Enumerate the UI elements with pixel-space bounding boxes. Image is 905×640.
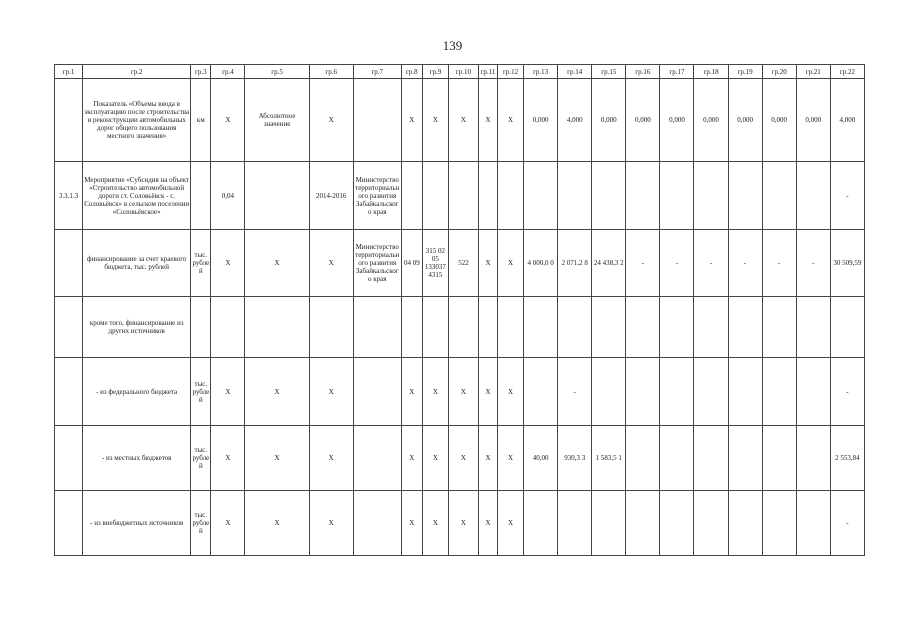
table-cell: 315 02 05 133037 4315 (422, 230, 448, 297)
table-cell: Министерство территориального развития Забайкальского края (353, 162, 401, 230)
table-cell: тыс. рублей (191, 426, 211, 491)
table-cell: - (660, 230, 694, 297)
table-cell: 0,000 (728, 79, 762, 162)
table-cell: Абсолютное значение (245, 79, 309, 162)
table-cell: - (830, 491, 864, 556)
column-header: гр.15 (592, 65, 626, 79)
column-header: гр.10 (448, 65, 478, 79)
table-cell: 522 (448, 230, 478, 297)
column-header: гр.18 (694, 65, 728, 79)
table-cell (796, 162, 830, 230)
column-header: гр.17 (660, 65, 694, 79)
table-cell: - из местных бюджетов (83, 426, 191, 491)
table-cell (592, 491, 626, 556)
table-row (55, 162, 865, 230)
table-cell (55, 230, 83, 297)
table-cell (660, 162, 694, 230)
table-cell (694, 297, 728, 358)
table-cell (558, 162, 592, 230)
table-cell (626, 426, 660, 491)
table-cell: Х (478, 491, 497, 556)
table-cell (558, 297, 592, 358)
table-cell: 0,000 (626, 79, 660, 162)
table-cell: 0,000 (660, 79, 694, 162)
table-cell: - (694, 230, 728, 297)
table-cell: тыс. рублей (191, 491, 211, 556)
column-header: гр.22 (830, 65, 864, 79)
table-cell (309, 297, 353, 358)
table-cell (353, 79, 401, 162)
table-cell: - (796, 230, 830, 297)
table-cell: 2 071,2 8 (558, 230, 592, 297)
table-cell: Х (309, 491, 353, 556)
table-cell (55, 491, 83, 556)
table-cell (762, 162, 796, 230)
table-cell (478, 297, 497, 358)
table-cell: Х (245, 491, 309, 556)
table-cell (660, 297, 694, 358)
table-cell: - (830, 162, 864, 230)
table-cell (830, 297, 864, 358)
table-cell: 4 000,0 0 (524, 230, 558, 297)
table-cell: 0,000 (524, 79, 558, 162)
table-cell: Х (498, 426, 524, 491)
table-cell (353, 491, 401, 556)
column-header: гр.8 (401, 65, 422, 79)
table-cell: Х (309, 358, 353, 426)
column-header: гр.2 (83, 65, 191, 79)
table-cell (626, 162, 660, 230)
table-cell: кроме того, финансирование из других источников (83, 297, 191, 358)
table-cell (422, 162, 448, 230)
table-cell (498, 162, 524, 230)
table-cell: Х (448, 491, 478, 556)
table-cell (728, 297, 762, 358)
table-cell: - (830, 358, 864, 426)
table-cell: Х (245, 230, 309, 297)
table-cell: 1 583,5 1 (592, 426, 626, 491)
table-cell (626, 297, 660, 358)
table-cell (448, 162, 478, 230)
table-cell (796, 358, 830, 426)
table-cell: Х (211, 79, 245, 162)
table-cell (448, 297, 478, 358)
table-cell: Х (309, 426, 353, 491)
table-cell: 0,000 (762, 79, 796, 162)
table-cell: Х (422, 491, 448, 556)
table-cell (660, 491, 694, 556)
table-cell (191, 162, 211, 230)
table-cell: 2 553,84 (830, 426, 864, 491)
table-cell: Х (309, 79, 353, 162)
table-cell: км (191, 79, 211, 162)
table-cell: 4,000 (558, 79, 592, 162)
table-cell: Х (422, 79, 448, 162)
column-header: гр.5 (245, 65, 309, 79)
table-cell: Х (478, 230, 497, 297)
table-row (55, 426, 865, 491)
table-cell: Х (401, 426, 422, 491)
table-cell (626, 358, 660, 426)
table-row (55, 79, 865, 162)
table-cell: тыс. рублей (191, 358, 211, 426)
table-cell (796, 426, 830, 491)
column-header: гр.3 (191, 65, 211, 79)
table-cell: 30 509,59 (830, 230, 864, 297)
table-cell (422, 297, 448, 358)
column-header: гр.9 (422, 65, 448, 79)
table-cell: Х (498, 79, 524, 162)
table-cell: 04 09 (401, 230, 422, 297)
table-cell (55, 426, 83, 491)
table-cell: - из внебюджетных источников (83, 491, 191, 556)
table-cell (524, 491, 558, 556)
table-cell (796, 297, 830, 358)
column-header: гр.21 (796, 65, 830, 79)
table-cell (728, 162, 762, 230)
table-cell: 24 438,3 2 (592, 230, 626, 297)
table-cell: 0,000 (796, 79, 830, 162)
column-header: гр.6 (309, 65, 353, 79)
table-cell: Х (401, 491, 422, 556)
table-cell (796, 491, 830, 556)
table-cell: 2014-2016 (309, 162, 353, 230)
table-cell: Х (309, 230, 353, 297)
table-row (55, 230, 865, 297)
table-cell (626, 491, 660, 556)
table-row (55, 297, 865, 358)
column-header: гр.11 (478, 65, 497, 79)
table-cell (401, 162, 422, 230)
table-cell (353, 297, 401, 358)
table-cell (660, 358, 694, 426)
table-cell: Х (448, 79, 478, 162)
table-cell: - (762, 230, 796, 297)
table-cell: Х (401, 79, 422, 162)
table-cell: Х (245, 426, 309, 491)
table-cell: 0,000 (592, 79, 626, 162)
table-cell (211, 297, 245, 358)
table-cell: Х (498, 358, 524, 426)
column-header: гр.13 (524, 65, 558, 79)
table-cell (728, 491, 762, 556)
table-cell: Х (422, 358, 448, 426)
table-cell: Х (211, 230, 245, 297)
table-cell: Х (478, 358, 497, 426)
table-cell: Мероприятие «Субсидия на объект «Строительство автомобильной дороги ст. Соловьёвск - с. Соловьёвск» в сельском поселении «Соловьёвское» (83, 162, 191, 230)
column-header: гр.16 (626, 65, 660, 79)
table-cell: Х (448, 426, 478, 491)
table-cell: 0,04 (211, 162, 245, 230)
table-cell: Х (245, 358, 309, 426)
table-cell (762, 297, 796, 358)
header-row (55, 65, 865, 79)
table-cell (592, 358, 626, 426)
table-cell (660, 426, 694, 491)
table-cell: тыс. рублей (191, 230, 211, 297)
table-cell (728, 358, 762, 426)
table-cell: - (558, 358, 592, 426)
table-cell (55, 358, 83, 426)
table-cell: Х (422, 426, 448, 491)
table-cell (55, 79, 83, 162)
table-row (55, 491, 865, 556)
table-cell: 4,000 (830, 79, 864, 162)
table-cell: - (728, 230, 762, 297)
table-cell: Х (211, 358, 245, 426)
table-cell (558, 491, 592, 556)
table-cell: 3.3.1.3 (55, 162, 83, 230)
table-cell (694, 358, 728, 426)
table-cell: Х (211, 426, 245, 491)
table-cell (245, 297, 309, 358)
table-cell: Х (211, 491, 245, 556)
column-header: гр.4 (211, 65, 245, 79)
table-cell: Показатель «Объемы ввода в эксплуатацию после строительства и реконструкции автомобильных дорог общего пользования местного значения» (83, 79, 191, 162)
table-cell (524, 162, 558, 230)
table-cell (762, 491, 796, 556)
table-cell: Х (448, 358, 478, 426)
table-cell: 930,3 3 (558, 426, 592, 491)
column-header: гр.20 (762, 65, 796, 79)
table-cell: Х (478, 79, 497, 162)
page-number: 139 (442, 38, 463, 53)
table-cell (762, 426, 796, 491)
table-cell (498, 297, 524, 358)
table-cell: 0,000 (694, 79, 728, 162)
table-cell (401, 297, 422, 358)
table-cell: Х (498, 230, 524, 297)
table-cell (762, 358, 796, 426)
table-cell (694, 491, 728, 556)
table-cell: Министерство территориального развития Забайкальского края (353, 230, 401, 297)
table-cell (353, 358, 401, 426)
table-cell (353, 426, 401, 491)
table-cell (478, 162, 497, 230)
table-cell: Х (498, 491, 524, 556)
table-cell: финансирование за счет краевого бюджета, тыс. рублей (83, 230, 191, 297)
table-cell (245, 162, 309, 230)
table-cell (728, 426, 762, 491)
table-cell (191, 297, 211, 358)
table-cell (694, 426, 728, 491)
column-header: гр.7 (353, 65, 401, 79)
table-cell (524, 358, 558, 426)
table-cell (592, 297, 626, 358)
budget-table (54, 64, 865, 556)
table-cell (694, 162, 728, 230)
table-cell (55, 297, 83, 358)
table-cell (592, 162, 626, 230)
column-header: гр.19 (728, 65, 762, 79)
column-header: гр.12 (498, 65, 524, 79)
table-cell: Х (401, 358, 422, 426)
table-cell: - из федерального бюджета (83, 358, 191, 426)
table-cell: 40,00 (524, 426, 558, 491)
column-header: гр.1 (55, 65, 83, 79)
column-header: гр.14 (558, 65, 592, 79)
table-cell (524, 297, 558, 358)
table-cell: Х (478, 426, 497, 491)
table-cell: - (626, 230, 660, 297)
table-row (55, 358, 865, 426)
